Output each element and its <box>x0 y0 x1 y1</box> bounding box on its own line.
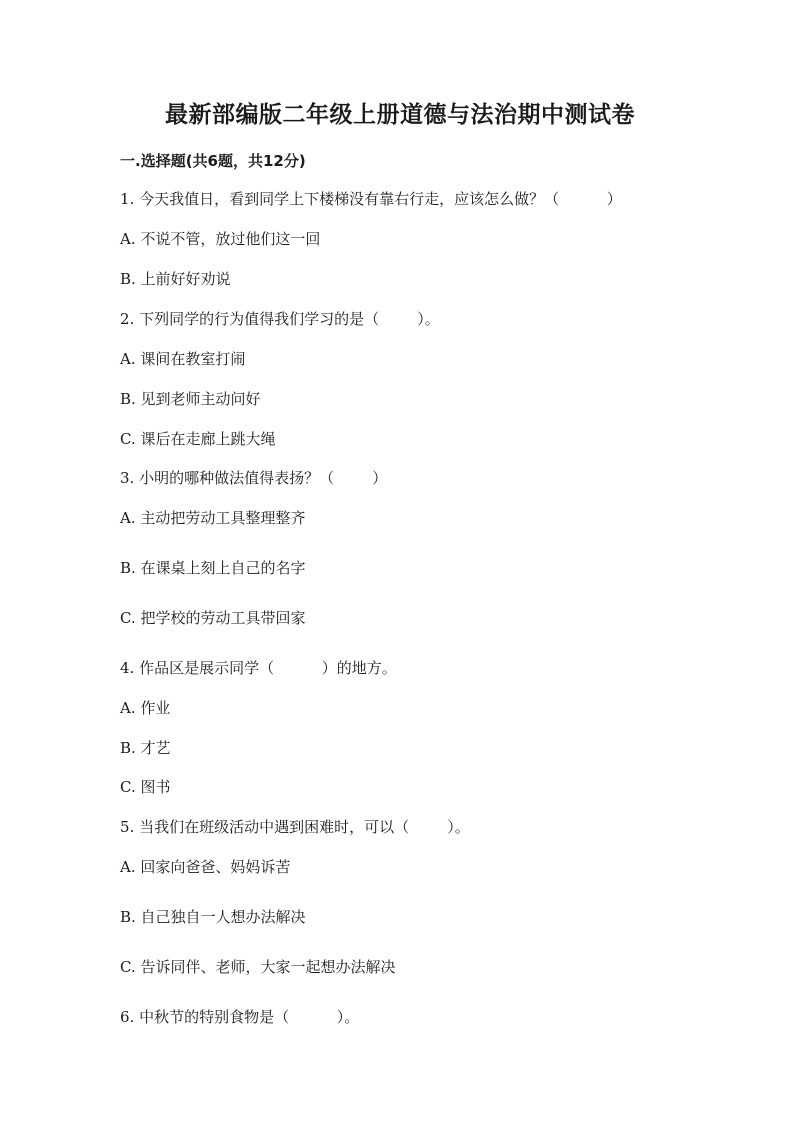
question-1-option-b: B. 上前好好劝说 <box>120 270 231 288</box>
question-5-stem: 5. 当我们在班级活动中遇到困难时，可以（ ）。 <box>120 818 470 836</box>
question-4-stem: 4. 作品区是展示同学（ ）的地方。 <box>120 659 397 677</box>
question-5-option-b: B. 自己独自一人想办法解决 <box>120 908 306 926</box>
question-2-stem: 2. 下列同学的行为值得我们学习的是（ ）。 <box>120 310 440 328</box>
question-3-option-c: C. 把学校的劳动工具带回家 <box>120 609 306 627</box>
question-2-option-c: C. 课后在走廊上跳大绳 <box>120 430 276 448</box>
question-3-option-a: A. 主动把劳动工具整理整齐 <box>120 509 306 527</box>
question-1-stem: 1. 今天我值日，看到同学上下楼梯没有靠右行走，应该怎么做？（ ） <box>120 190 622 208</box>
question-5-option-c: C. 告诉同伴、老师，大家一起想办法解决 <box>120 958 396 976</box>
question-2-option-b: B. 见到老师主动问好 <box>120 390 261 408</box>
page-title: 最新部编版二年级上册道德与法治期中测试卷 <box>165 102 635 128</box>
question-3-option-b: B. 在课桌上刻上自己的名字 <box>120 559 306 577</box>
question-4-option-a: A. 作业 <box>120 699 171 717</box>
question-6-stem: 6. 中秋节的特别食物是（ ）。 <box>120 1008 360 1026</box>
question-5-option-a: A. 回家向爸爸、妈妈诉苦 <box>120 858 291 876</box>
question-2-option-a: A. 课间在教室打闹 <box>120 350 246 368</box>
question-3-stem: 3. 小明的哪种做法值得表扬？（ ） <box>120 469 388 487</box>
question-1-option-a: A. 不说不管，放过他们这一回 <box>120 230 321 248</box>
question-4-option-b: B. 才艺 <box>120 739 171 757</box>
section-heading: 一.选择题(共6题，共12分) <box>120 152 306 170</box>
question-4-option-c: C. 图书 <box>120 778 171 796</box>
